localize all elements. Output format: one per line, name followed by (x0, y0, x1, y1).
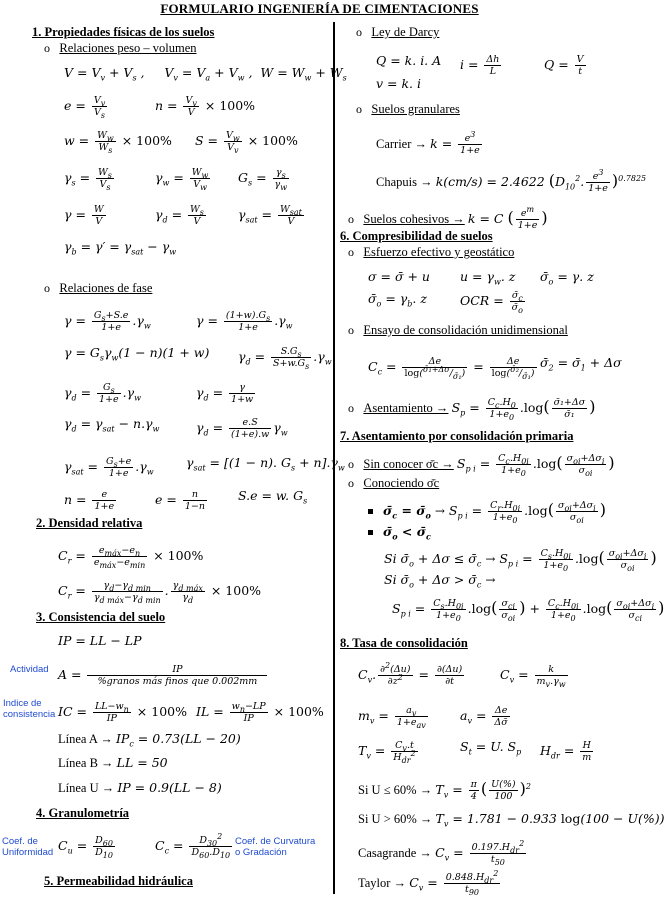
formula-phase-11: n = $\frac{e}{1+e}$ (64, 489, 115, 512)
formula-phase-12: e = $\frac{n}{1-n}$ (155, 489, 205, 512)
formula-sigma-o: $\sigmā_o = \gamma$. z (540, 269, 594, 287)
formula-darcy-q: Q = k. i. A (376, 53, 442, 68)
section-1-heading: 1. Propiedades físicas de los suelos (32, 25, 215, 39)
formula-phase-7: $\gamma_d = \gamma_{sat} - n.\gamma_w$ (64, 416, 160, 434)
formula-sigma2: $\sigmā_2$ = $\sigmā_1 + \Delta\sigma$ (540, 355, 622, 373)
section-4-heading: 4. Granulometría (36, 806, 130, 820)
formula-casagrande: Casagrande → $C_v$ = $\frac{0.197.H_{dr}^2}{t_{50}}$ (358, 838, 525, 867)
page-title: FORMULARIO INGENIERÍA DE CIMENTACIONES (160, 1, 479, 16)
formula-case-less-1: Si $\sigmā_o + \Delta\sigma$ ≤ $\sigmā_c \to S_{p i}$ = $\frac{C_s.H_{0i}}{1+e_0}$ .log( $\frac{\sigma_{oi}+\Delta\sigma_i}{\sigma_{oi}}$ ) (384, 548, 657, 573)
formula-linea-u: Línea U → IP = 0.9(LL − 8) (58, 780, 222, 795)
formula-phase-13: S.e = w. $G_s$ (238, 488, 308, 506)
formula-st: $S_t = U$. $S_p$ (460, 739, 522, 757)
section-3-heading: 3. Consistencia del suelo (36, 610, 166, 624)
formula-cc-compression: $C_c$ = $\frac{\Delta e}{\log(^{\sigmā_1+\Delta\sigma}/_{\sigmā_1})}$ = $\frac{\Delta e}{\log(^{\sigmā_2}/_{\sigmā_1})}$ (368, 356, 535, 381)
formula-phase-3: $\gamma = G_s\gamma_w(1 - n)(1 + w)$ (64, 345, 210, 363)
formula-phase-2: γ = $\frac{(1+w).G_s}{1+e}$ $.\gamma_w$ (196, 310, 293, 333)
note-actividad: Actividad (10, 664, 49, 675)
formula-case-less: $\sigmā_o$ < $\sigmā_c$ (368, 525, 431, 539)
subsection-ensayo: o Ensayo de consolidación unidimensional (348, 323, 568, 337)
subsection-relaciones-fase: o Relaciones de fase (44, 281, 153, 295)
formula-phase-6: $\gamma_d$ = $\frac{\gamma}{1+w}$ (196, 382, 254, 405)
formula-il: IL = $\frac{w_n-LP}{IP}$ × 100% (196, 701, 324, 724)
formula-taylor: Taylor → $C_v$ = $\frac{0.848.H_{dr}^2}{t_{90}}$ (358, 868, 499, 897)
formula-actividad: A = $\frac{IP}{\text{\%granos más finos que 0.002mm}}$ (58, 664, 269, 687)
formula-phase-10: $\gamma_{sat} = [(1 - n)$. $G_s + n].\gamma_w$ (186, 455, 345, 473)
formula-phase-5: $\gamma_d$ = $\frac{G_s}{1+e}$ $.\gamma_w$ (64, 382, 141, 405)
subsection-peso-volumen: o Relaciones peso – volumen (44, 41, 197, 55)
formula-gs: $G_s$ = $\frac{\gamma_s}{\gamma_w}$ (238, 167, 288, 192)
formula-ic: IC = $\frac{LL-w_n}{IP}$ × 100% (58, 701, 187, 724)
note-coef-uniformidad: Coef. de Uniformidad (2, 836, 54, 858)
formula-sigma-ob: $\sigmā_o = \gamma_b$. z (368, 291, 427, 309)
formula-u-gt-60: Si $U > 60\% \to T_v = 1.781 - 0.933$ log(100 − U(%)) (358, 811, 665, 829)
formula-cv-diff: $C_v$. $\frac{\partial^2(\Delta u)}{\partial z^2}$ = $\frac{\partial(\Delta u)}{\partial t}$ (358, 660, 463, 687)
subsection-conociendo: o Conociendo σ̄c (348, 476, 440, 490)
formula-phase-8: $\gamma_d$ = $\frac{e.S}{(1+e).w}$ $\gamma_w$ (196, 417, 288, 440)
formula-u-le-60: Si $U \le 60\% \to T_v$ = $\frac{\pi}{4}$ ( $\frac{U(\%)}{100}$ )$^2$ (358, 779, 531, 802)
section-5-heading: 5. Permeabilidad hidráulica (44, 874, 193, 888)
section-7-heading: 7. Asentamiento por consolidación primaria (340, 429, 574, 443)
formula-porosity: n = $\frac{V_v}{V}$ × 100% (155, 95, 256, 118)
formula-gamma: γ = $\frac{W}{V}$ (64, 204, 104, 227)
formula-void-ratio: e = $\frac{V_v}{V_s}$ (64, 95, 106, 120)
formula-phase-4: $\gamma_d$ = $\frac{S.G_s}{S+w.G_s}$ $.\gamma_w$ (238, 346, 332, 371)
formula-linea-a: Línea $A \to IP_c = 0.73(LL - 20)$ (58, 731, 241, 749)
formula-case-less-2: Si $\sigmā_o + \Delta\sigma$ > $\sigmā_c$ → (384, 572, 496, 590)
formula-case-equal: $\sigmā_c$ = $\sigmā_o \to S_{p i}$ = $\frac{C_r.H_{0i}}{1+e_0}$ .log( $\frac{\sigma_{oi}+\Delta\sigma_i}{\sigma_{oi}}$ ) (368, 500, 606, 523)
note-coef-curvatura: Coef. de Curvatura o Gradación (235, 836, 316, 858)
formula-chapuis: Chapuis → k(cm/s) = 2.4622 ($D_{10}^2$. $\frac{e^3}{1+e}$ )$^{0.7825}$ (376, 167, 647, 194)
formula-volume: $V = V_v + V_s$ , $V_v = V_a + V_w$ , $W = W_w + W_s$ (64, 65, 347, 83)
formula-phase-1: γ = $\frac{G_s+S.e}{1+e}$ $.\gamma_w$ (64, 310, 151, 333)
formula-sigma: σ = σ̄ + u (368, 269, 430, 284)
formula-case-less-2-sp: $S_{p i}$ = $\frac{C_s.H_{0i}}{1+e_0}$ .log( $\frac{\sigma_{ci}}{\sigma_{oi}}$ ) + $\frac{C_c.H_{0i}}{1+e_0}$ .log( $\frac{\sigma_{oi}+\Delta\sigma_i}{\sigma_{ci}}$ ) (392, 598, 665, 623)
formula-tv: $T_v$ = $\frac{C_v.t}{H_{dr}^2}$ (358, 740, 416, 765)
formula-av: $a_v$ = $\frac{\Delta e}{\Delta\sigmā}$ (460, 705, 508, 728)
formula-phase-9: $\gamma_{sat}$ = $\frac{G_s+e}{1+e}$ $.\gamma_w$ (64, 456, 154, 479)
subsection-granulares: o Suelos granulares (356, 102, 460, 116)
formula-cv: $C_v$ = $\frac{k}{m_v.\gamma_w}$ (500, 664, 566, 689)
formula-mv: $m_v$ = $\frac{a_v}{1+e_{av}}$ (358, 705, 426, 730)
section-2-heading: 2. Densidad relativa (36, 516, 143, 530)
subsection-darcy: o Ley de Darcy (356, 25, 440, 39)
formula-sin-conocer: o Sin conocer σ̄c → $S_{p i}$ = $\frac{C_c.H_{0i}}{1+e_0}$ .log( $\frac{\sigma_{oi}+\Delta\sigma_i}{\sigma_{oi}}$ ) (348, 453, 615, 478)
formula-dr-1: $C_r$ = $\frac{e_{máx}-e_n}{e_{máx}-e_{min}}$ × 100% (58, 545, 204, 570)
note-indice-consistencia: Indice de consistencia (3, 698, 56, 720)
formula-saturation: S = $\frac{V_w}{V_v}$ × 100% (195, 130, 298, 155)
formula-gamma-w: $\gamma_w$ = $\frac{W_w}{V_w}$ (155, 167, 209, 192)
subsection-esfuerzo: o Esfuerzo efectivo y geostático (348, 245, 515, 259)
formula-ip: IP = LL − LP (58, 633, 142, 648)
formula-darcy-i: i = $\frac{\Delta h}{L}$ (460, 54, 500, 77)
formula-gamma-sat: $\gamma_{sat}$ = $\frac{W_{sat}}{V}$ (238, 204, 302, 227)
formula-carrier: Carrier → k = $\frac{e^3}{1+e}$ (376, 129, 480, 156)
formula-gamma-d: $\gamma_d$ = $\frac{W_s}{V}$ (155, 204, 204, 227)
formula-water-content: w = $\frac{W_w}{W_s}$ × 100% (64, 130, 172, 155)
formula-linea-b: Línea B → LL = 50 (58, 755, 168, 770)
formula-cc: $C_c$ = $\frac{D_{30}^2}{D_{60}.D_{10}}$ (155, 831, 231, 860)
subsection-cohesivos: o Suelos cohesivos → k = C ( $\frac{e^m}{1+e}$ ) (348, 204, 548, 231)
section-6-heading: 6. Compresibilidad de suelos (340, 229, 493, 243)
formula-darcy-qv: Q = $\frac{V}{t}$ (544, 54, 584, 77)
formula-gamma-b: $\gamma_b = \gamma' = \gamma_{sat} - \gamma_w$ (64, 239, 177, 257)
formula-u: $u = \gamma_w$. z (460, 269, 516, 287)
formula-asentamiento: o Asentamiento → $S_p$ = $\frac{C_c.H_0}{1+e_0}$ .log( $\frac{\text{σ̄₁+Δσ}}{\text{σ̄₁}}$ ) (348, 397, 596, 422)
section-8-heading: 8. Tasa de consolidación (340, 636, 468, 650)
formula-hdr: $H_{dr}$ = $\frac{H}{m}$ (540, 740, 592, 763)
formula-darcy-v: v = k. i (376, 76, 422, 91)
formula-gamma-s: $\gamma_s$ = $\frac{W_s}{V_s}$ (64, 167, 112, 192)
formula-ocr: OCR = $\frac{\sigmā_c}{\sigmā_o}$ (460, 290, 523, 315)
formula-cu: $C_u$ = $\frac{D_{60}}{D_{10}}$ (58, 835, 113, 860)
formula-dr-2: $C_r$ = $\frac{\gamma_d-\gamma_{d min}}{\gamma_{d máx}-\gamma_{d min}}$ . $\frac{\gamma_{d máx}}{\gamma_d}$ × 100% (58, 580, 262, 605)
